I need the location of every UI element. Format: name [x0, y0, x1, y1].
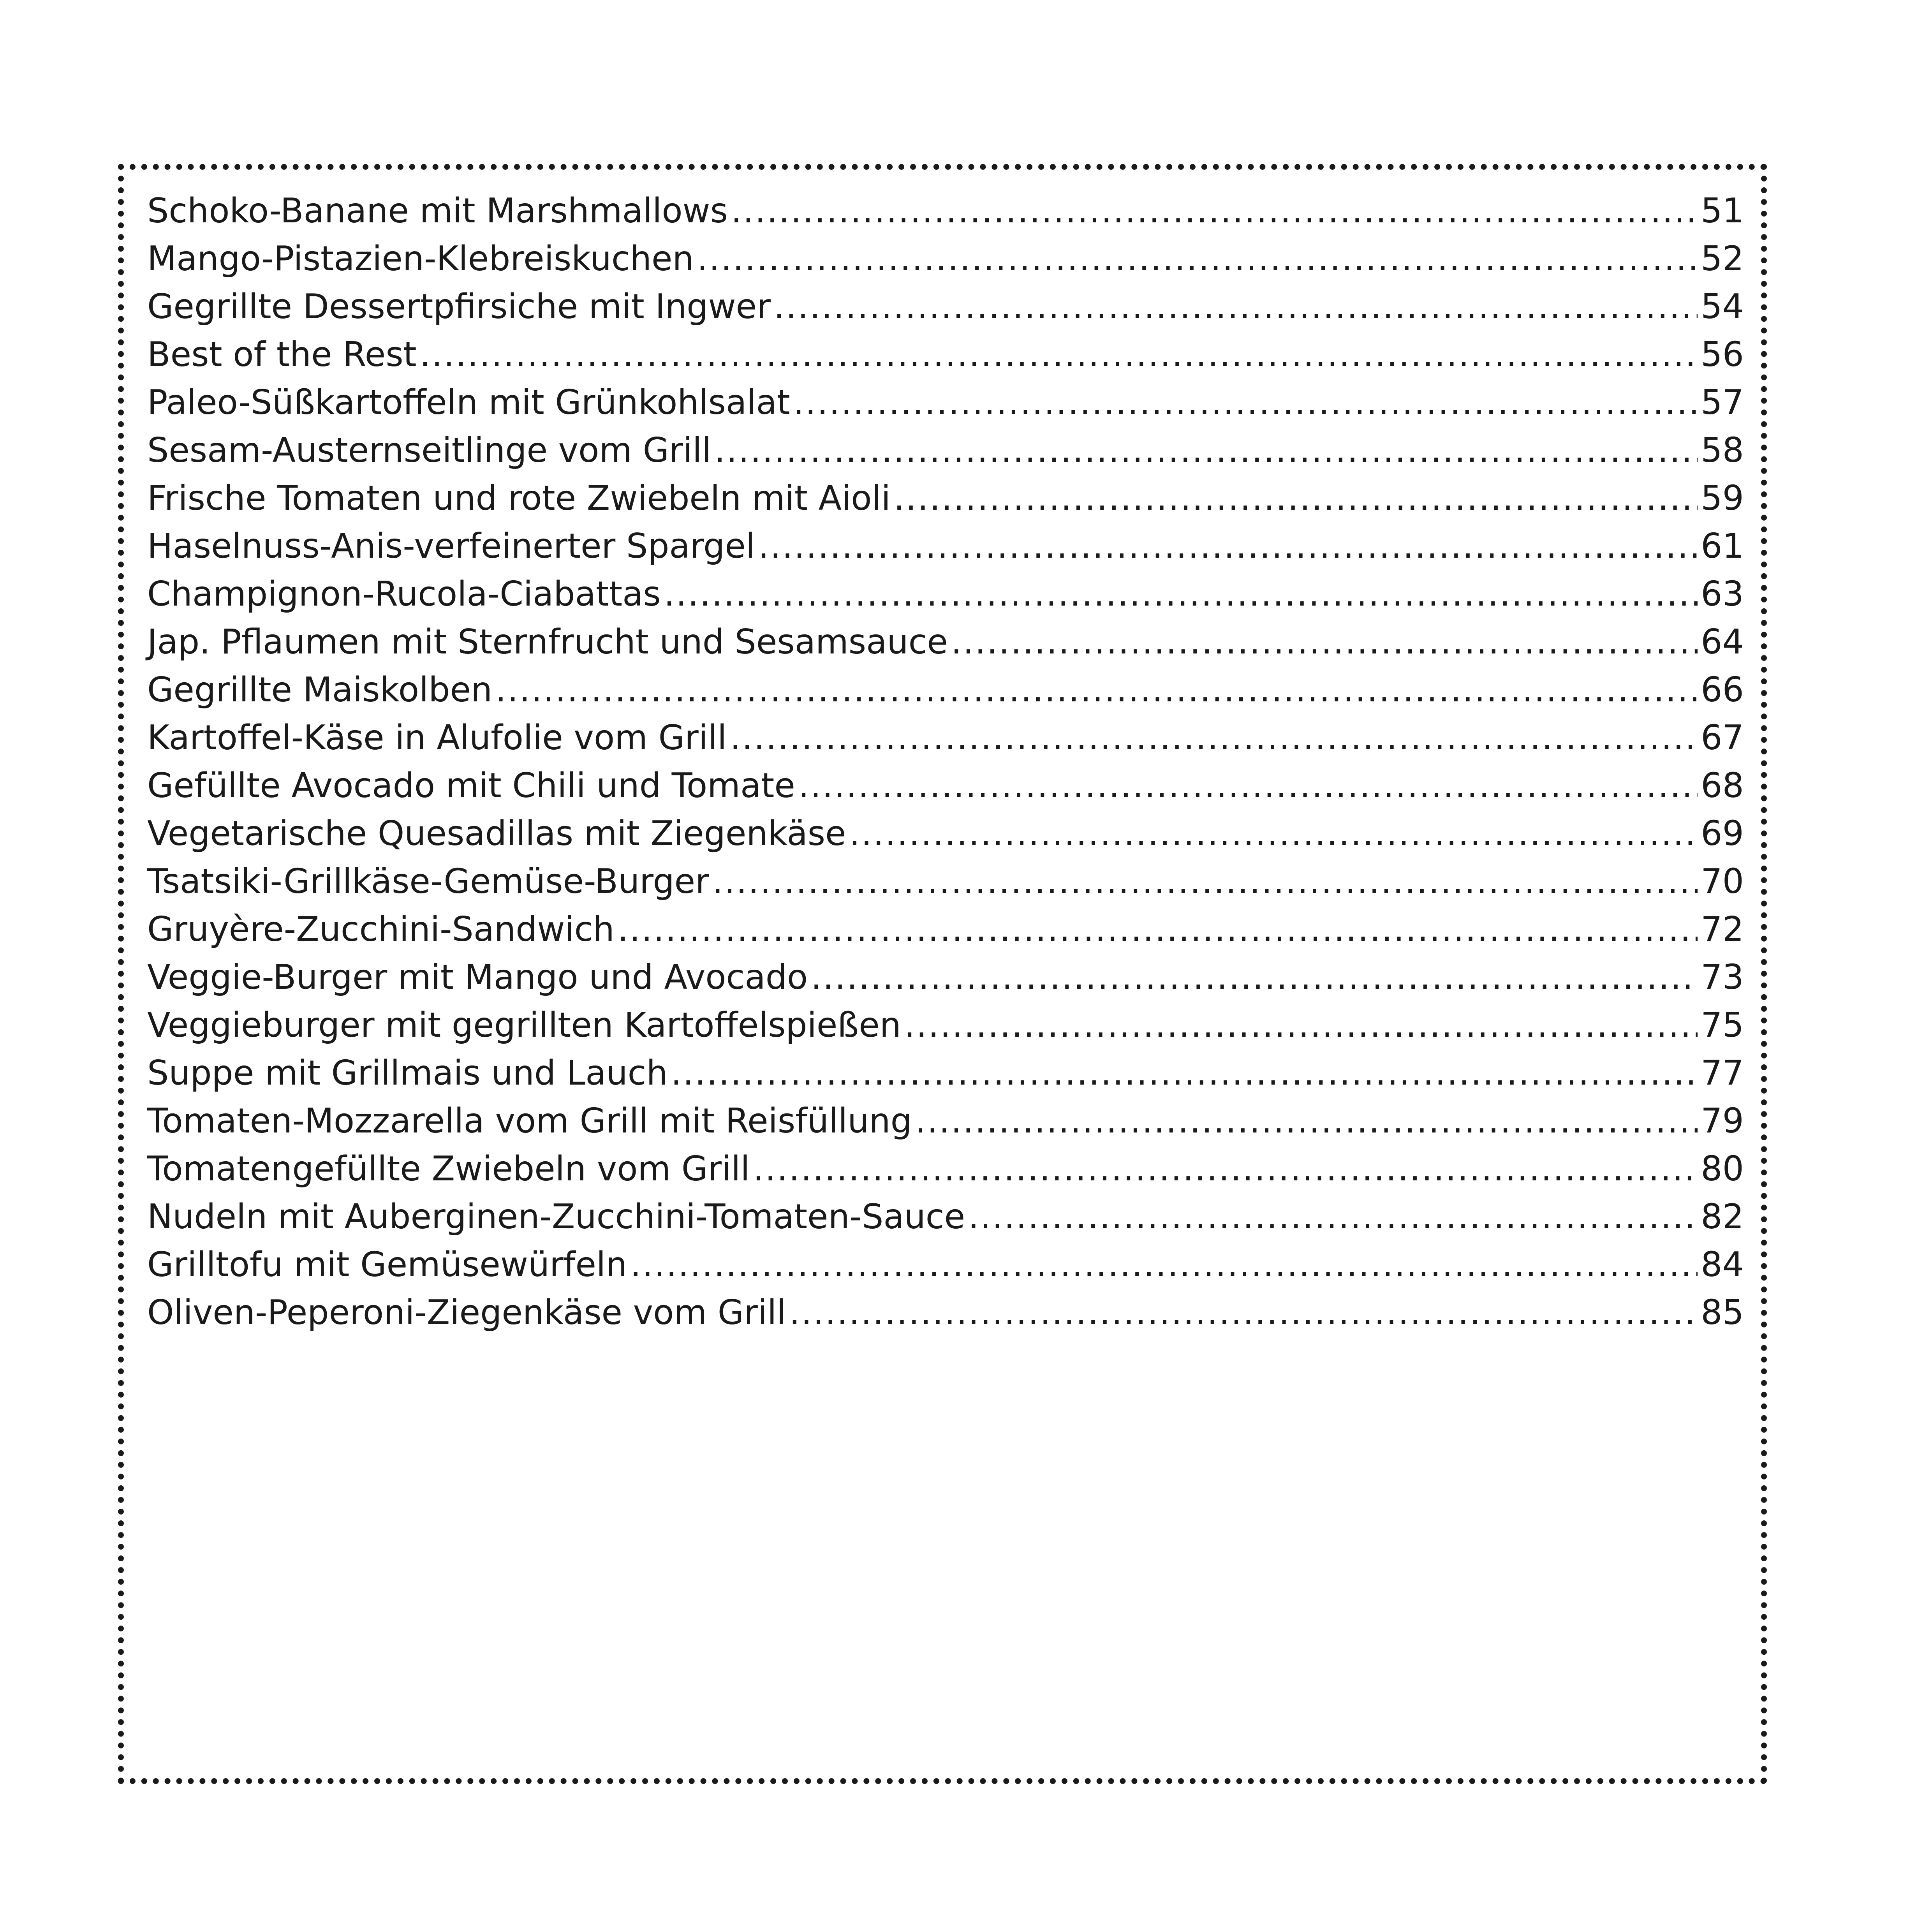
toc-entry-title: Gefüllte Avocado mit Chili und Tomate	[147, 766, 795, 805]
toc-entry-title: Kartoffel-Käse in Alufolie vom Grill	[147, 718, 727, 757]
toc-entry[interactable]	[147, 187, 1744, 235]
toc-entry[interactable]	[147, 474, 1744, 522]
dotted-border-frame	[118, 164, 1767, 1784]
dot-leader	[420, 331, 1698, 379]
dot-leader	[798, 762, 1698, 810]
toc-entry-page-number: 51	[1701, 191, 1744, 231]
toc-entry[interactable]	[147, 283, 1744, 331]
toc-entry-title: Sesam-Austernseitlinge vom Grill	[147, 430, 712, 470]
toc-entry-page-number: 68	[1701, 766, 1744, 805]
toc-entry[interactable]	[147, 1049, 1744, 1097]
dot-leader	[849, 810, 1698, 858]
toc-entry-page-number: 77	[1701, 1053, 1744, 1093]
toc-entry-page-number: 82	[1701, 1197, 1744, 1236]
toc-entry-page-number: 72	[1701, 909, 1744, 949]
toc-entry-title: Tomatengefüllte Zwiebeln vom Grill	[147, 1149, 750, 1189]
toc-entry-title: Tomaten-Mozzarella vom Grill mit Reisfüllung	[147, 1101, 912, 1141]
dot-leader	[630, 1241, 1698, 1289]
toc-entry-title: Veggie-Burger mit Mango und Avocado	[147, 957, 808, 997]
toc-entry-page-number: 69	[1701, 814, 1744, 853]
dot-leader	[731, 187, 1698, 235]
dot-leader	[697, 235, 1698, 283]
toc-entry-title: Gegrillte Maiskolben	[147, 670, 493, 710]
toc-entry-page-number: 63	[1701, 574, 1744, 614]
toc-entry-title: Best of the Rest	[147, 335, 417, 374]
toc-entry-title: Frische Tomaten und rote Zwiebeln mit Aioli	[147, 478, 891, 518]
toc-entry[interactable]	[147, 1001, 1744, 1049]
toc-entry[interactable]	[147, 1193, 1744, 1241]
toc-entry-title: Haselnuss-Anis-verfeinerter Spargel	[147, 526, 755, 566]
toc-entry-title: Veggieburger mit gegrillten Kartoffelspießen	[147, 1005, 901, 1045]
toc-entry-page-number: 70	[1701, 861, 1744, 901]
dot-leader	[968, 1193, 1698, 1241]
toc-entry-page-number: 79	[1701, 1101, 1744, 1141]
toc-entry[interactable]	[147, 618, 1744, 666]
toc-entry-page-number: 85	[1701, 1293, 1744, 1332]
toc-entry-title: Champignon-Rucola-Ciabattas	[147, 574, 661, 614]
toc-entry-title: Oliven-Peperoni-Ziegenkäse vom Grill	[147, 1293, 786, 1332]
toc-entry-page-number: 59	[1701, 478, 1744, 518]
toc-entry[interactable]	[147, 1289, 1744, 1337]
dot-leader	[774, 283, 1698, 331]
toc-entry[interactable]	[147, 235, 1744, 283]
dot-leader	[664, 570, 1698, 618]
dot-leader	[618, 905, 1698, 953]
toc-entry-title: Schoko-Banane mit Marshmallows	[147, 191, 728, 231]
toc-entry-title: Vegetarische Quesadillas mit Ziegenkäse	[147, 814, 846, 853]
dot-leader	[753, 1145, 1698, 1193]
toc-entry-page-number: 54	[1701, 287, 1744, 326]
toc-entry-title: Mango-Pistazien-Klebreiskuchen	[147, 239, 694, 278]
dot-leader	[495, 666, 1698, 714]
toc-entry-title: Paleo-Süßkartoffeln mit Grünkohlsalat	[147, 382, 790, 422]
toc-entry-page-number: 61	[1701, 526, 1744, 566]
toc-entry[interactable]	[147, 570, 1744, 618]
dot-leader	[714, 426, 1698, 474]
toc-entry-page-number: 84	[1701, 1245, 1744, 1284]
toc-entry-page-number: 58	[1701, 430, 1744, 470]
toc-entry-page-number: 64	[1701, 622, 1744, 662]
toc-entry[interactable]	[147, 426, 1744, 474]
toc-entry-page-number: 57	[1701, 382, 1744, 422]
toc-entry-title: Gegrillte Dessertpfirsiche mit Ingwer	[147, 287, 771, 326]
table-of-contents	[147, 187, 1744, 1337]
toc-entry-page-number: 56	[1701, 335, 1744, 374]
dot-leader	[915, 1097, 1698, 1145]
toc-entry-title: Grilltofu mit Gemüsewürfeln	[147, 1245, 627, 1284]
toc-entry[interactable]	[147, 858, 1744, 905]
toc-entry-page-number: 52	[1701, 239, 1744, 278]
dot-leader	[671, 1049, 1698, 1097]
toc-entry-page-number: 75	[1701, 1005, 1744, 1045]
toc-entry[interactable]	[147, 905, 1744, 953]
dot-leader	[758, 522, 1698, 570]
dot-leader	[904, 1001, 1698, 1049]
dot-leader	[811, 953, 1698, 1001]
toc-entry-page-number: 66	[1701, 670, 1744, 710]
toc-entry-title: Suppe mit Grillmais und Lauch	[147, 1053, 668, 1093]
dot-leader	[793, 379, 1698, 426]
toc-entry[interactable]	[147, 666, 1744, 714]
toc-entry[interactable]	[147, 379, 1744, 426]
toc-entry[interactable]	[147, 714, 1744, 762]
toc-entry[interactable]	[147, 522, 1744, 570]
dot-leader	[789, 1289, 1698, 1337]
dot-leader	[712, 858, 1698, 905]
toc-entry[interactable]	[147, 762, 1744, 810]
toc-entry-title: Gruyère-Zucchini-Sandwich	[147, 909, 615, 949]
toc-entry[interactable]	[147, 331, 1744, 379]
toc-entry[interactable]	[147, 1145, 1744, 1193]
dot-leader	[951, 618, 1698, 666]
toc-entry[interactable]	[147, 810, 1744, 858]
toc-entry[interactable]	[147, 953, 1744, 1001]
toc-entry[interactable]	[147, 1241, 1744, 1289]
toc-entry-title: Nudeln mit Auberginen-Zucchini-Tomaten-Sauce	[147, 1197, 965, 1236]
toc-entry[interactable]	[147, 1097, 1744, 1145]
dot-leader	[730, 714, 1698, 762]
toc-entry-page-number: 73	[1701, 957, 1744, 997]
toc-entry-title: Tsatsiki-Grillkäse-Gemüse-Burger	[147, 861, 709, 901]
toc-entry-page-number: 67	[1701, 718, 1744, 757]
toc-entry-page-number: 80	[1701, 1149, 1744, 1189]
dot-leader	[894, 474, 1698, 522]
toc-entry-title: Jap. Pflaumen mit Sternfrucht und Sesamsauce	[147, 622, 948, 662]
